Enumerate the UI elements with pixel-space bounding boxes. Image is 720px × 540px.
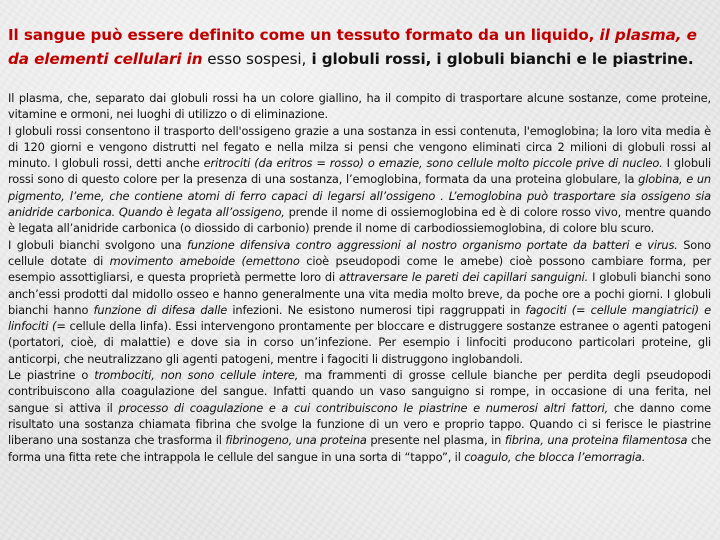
text-run: I globuli bianchi sono anch’essi prodotti dal midollo osseo e hanno generalmente una vita media molto breve, da poche ore a pochi giorni. I globuli bianchi hanno bbox=[8, 270, 711, 317]
text-run-italic: funzione difensiva contro aggressioni al nostro organismo portate da batteri e virus. bbox=[186, 237, 678, 252]
title-text-1: Il sangue può essere definito come un tessuto formato da un liquido, bbox=[8, 26, 600, 44]
text-run: cellule della linfa). Essi intervengono prontamente per bloccare e distruggere sostanze estranee o agenti patogeni (portatori, cioè, di malattie) e dove sia in corso un’infezione. Per esempio i linfociti producono particolari proteine, gli anticorpi, che neutralizzano gli agenti patogeni, mentre i fagociti li distruggono inglobandoli. bbox=[8, 319, 711, 366]
text-run-italic: trombociti, non sono cellule intere, bbox=[94, 368, 299, 383]
text-run-italic: eritrociti (da eritros = rosso) o emazie, sono cellule molto piccole prive di nucleo. bbox=[203, 156, 663, 171]
title-text-2: il plasma, e da elementi cellulari in bbox=[8, 26, 697, 68]
text-run: prende il nome di ossiemoglobina ed è di colore rosso vivo, mentre quando è legata all’anidride carbonica (o diossido di carbonio) prende il nome di carbodiossiemoglobina, di colore blu scuro. bbox=[8, 205, 711, 236]
text-run: Le piastrine o bbox=[8, 368, 95, 383]
paragraph-globuli-bianchi bbox=[8, 237, 711, 367]
text-run: cioè pseudopodi come le amebe) cioè possono cambiare forma, per esempio assottigliarsi, e questa proprietà permette loro di bbox=[8, 253, 712, 285]
body-text bbox=[8, 90, 711, 465]
text-run-italic: fibrina, una proteina filamentosa bbox=[504, 433, 688, 448]
text-run-italic: fagociti (= cellule mangiatrici) e linfociti (= bbox=[8, 302, 711, 334]
text-run-italic: coagulo, che blocca l’emorragia. bbox=[464, 449, 646, 464]
text-run: Sono cellule dotate di bbox=[8, 237, 712, 268]
text-run: I globuli bianchi svolgono una bbox=[8, 237, 187, 252]
text-run: che danno come risultato una sostanza chiamata fibrina che svolge la funzione di un vero e proprio tappo. Quando ci si ferisce le piastrine liberano una sostanza che trasforma il bbox=[8, 400, 712, 448]
text-run: che forma una fitta rete che intrappola le cellule del sangue in una sorta di “tappo”, il bbox=[8, 433, 711, 464]
title-text-4: i globuli rossi, i globuli bianchi e le piastrine. bbox=[306, 50, 694, 68]
text-run-italic: movimento ameboide (emettono bbox=[109, 253, 300, 268]
text-run-italic: processo di coagulazione e a cui contribuiscono le piastrine e numerosi altri fattori, bbox=[118, 400, 609, 415]
slide-title bbox=[8, 23, 712, 71]
text-run-italic: funzione di difesa dalle bbox=[93, 302, 228, 317]
text-run: I globuli rossi sono di questo colore per la presenza di una sostanza, l’emoglobina, formata da una proteina globulare, la bbox=[8, 156, 712, 187]
text-run-italic: globina, e un pigmento, l’eme, che contiene atomi di ferro capaci di legarsi all’ossigeno . L’emoglobina può trasportare sia ossigeno sia anidride carbonica. Quando è legata all’ossigeno, bbox=[8, 172, 711, 220]
paragraph-globuli-rossi bbox=[8, 123, 711, 237]
title-text-3: esso sospesi, bbox=[202, 50, 307, 68]
paragraph-piastrine bbox=[8, 367, 711, 465]
text-run: infezioni. Ne esistono numerosi tipi raggruppati in bbox=[227, 302, 526, 317]
text-run-italic: attraversare le pareti dei capillari sanguigni. bbox=[339, 270, 589, 285]
text-run: I globuli rossi consentono il trasporto dell'ossigeno grazie a una sostanza in essi contenuta, l'emoglobina; la loro vita media è di 120 giorni e vengono distrutti nel fegato e nella milza si pensi che vengono eliminati circa 2 milioni di globuli rossi al minuto. I globuli rossi, detti anche bbox=[8, 123, 711, 171]
paragraph-plasma-text: Il plasma, che, separato dai globuli rossi ha un colore giallino, ha il compito di trasportare alcune sostanze, come proteine, vitamine e ormoni, nei luoghi di utilizzo o di eliminazione. bbox=[8, 91, 711, 122]
paragraph-plasma bbox=[8, 90, 711, 123]
text-run-italic: fibrinogeno, una proteina bbox=[225, 433, 367, 448]
text-run: ma frammenti di grosse cellule bianche per perdita degli pseudopodi contribuiscono alla coagulazione del sangue. Infatti quando un vaso sanguigno si rompe, in occasione di una ferita, nel sangue si attiva il bbox=[8, 368, 711, 415]
text-run: presente nel plasma, in bbox=[366, 433, 505, 448]
